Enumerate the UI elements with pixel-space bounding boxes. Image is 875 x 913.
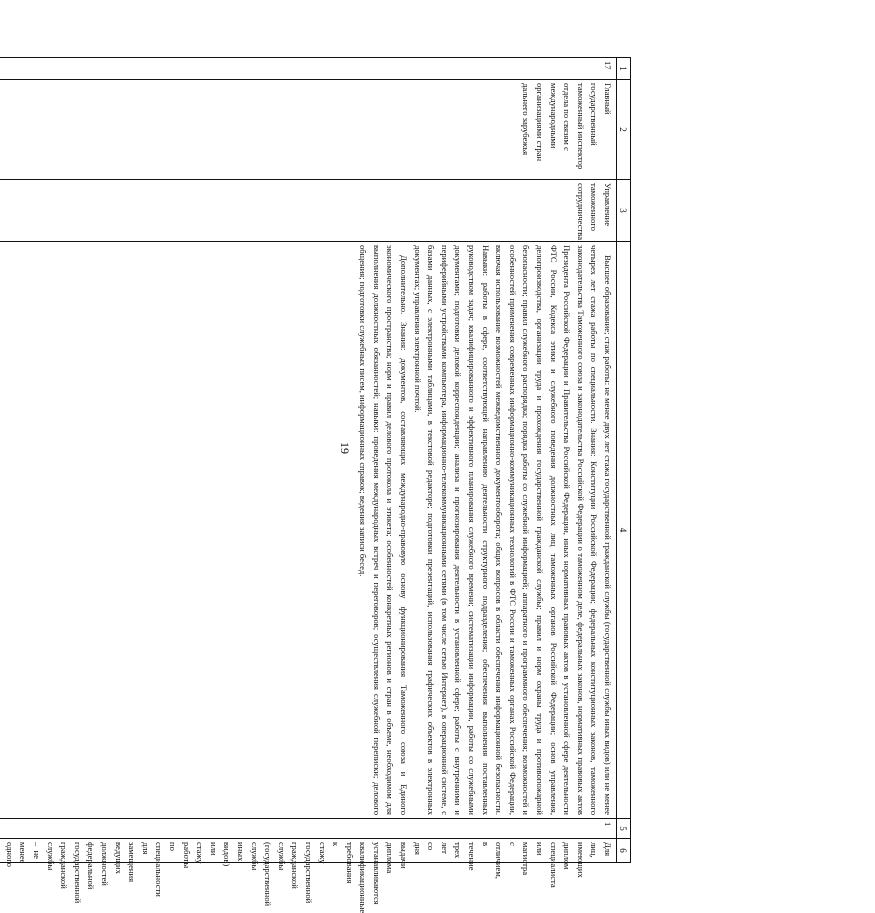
header-col-5: 5 [617,819,631,839]
requirements-table [0,57,631,913]
count-cell: 1 [0,819,617,839]
row-number-cell: 17 [0,58,617,80]
header-col-2: 2 [617,80,631,180]
requirements-main-text: Высшее образование; стаж работы: не менее двух лет стажа государственной гражданской службы (государственной службы иных видов) или не менее четырех лет стажа работы по специальности. Знания: Конституции Российской Федерации; федеральных конституционных законов, таможенного законодательства Таможенного союза и законодательства Российской Федерации о таможенном деле, федеральных законов, нормативных правовых актов Президента Российской Федерации и Правительства Российской Федерации, иных нормативных правовых актов в установленной сфере деятельности ФТС России, Кодекса этики и служебного поведения должностных лиц таможенных органов Российской Федерации; основ управления, делопроизводства, организации труда и прохождения государственной гражданской службы; правил и норм охраны труда и противопожарной безопасности; правил служебного распорядка; порядка работы со служебной информацией; аппаратного и программного обеспечения; возможностей и особенностей применения современных информационно-коммуникационных технологий в ФТС России и таможенных органах Российской Федерации, включая использование возможностей межведомственного документооборота; общих вопросов в области обеспечения информационной безопасности. Навыки: работы в сфере, соответствующей направлению деятельности структурного подразделения; обеспечения выполнения поставленных руководством задач; квалифицированного и эффективного планирования служебного времени; систематизации информации, работы со служебными документами; подготовки деловой корреспонденции; анализа и прогнозирования деятельности в установленной сфере; работы с внутренними и периферийными устройствами компьютера, информационно-телекоммуникационными сетями (в том числе сетью Интернет), в операционной системе, с базами данных, с электронными таблицами, в текстовой редакторе; подготовки презентаций, использования графических объектов в электронных документах; управления электронной почтой. [412,245,613,815]
department-cell: Управление таможенного сотрудничества [0,180,617,242]
note-cell: Для лиц, имеющих диплом специалиста или магистра с отличием, в течение трех лет со дня выдачи диплома устанавливаются квалификационные требования к стажу государственной гражданской службы (государственной службы иных видов) или стажу работы по специальности для замещения ведущих должностей федеральной государственной гражданской службы – не менее одного [0,839,617,863]
header-col-1: 1 [617,58,631,80]
requirements-extra-text: Дополнительно. Знания: документов, составляющих международно-правовую основу функционирования Таможенного союза и Единого экономического пространства; норм и правил делового протокола и этикета; особенностей конкретных регионов и стран в объеме, необходимом для выполнения должностных обязанностей; навыки: проведения международных встреч и переговоров; осуществления служебной переписки; делового общения; подготовки служебных писем, информационных справок; ведения записи бесед. [358,245,410,815]
rotated-table-frame [4,57,631,913]
table-header-row [617,58,631,863]
position-title-cell: Главный государственный таможенный инспектор отдела по связям с международными организациями стран дальнего зарубежья [0,80,617,180]
requirements-cell [0,242,617,819]
table-row [0,58,617,863]
header-col-4: 4 [617,242,631,819]
page-number: 19 [338,442,352,454]
header-col-6: 6 [617,839,631,863]
header-col-3: 3 [617,180,631,242]
rotated-table-container [4,57,875,913]
